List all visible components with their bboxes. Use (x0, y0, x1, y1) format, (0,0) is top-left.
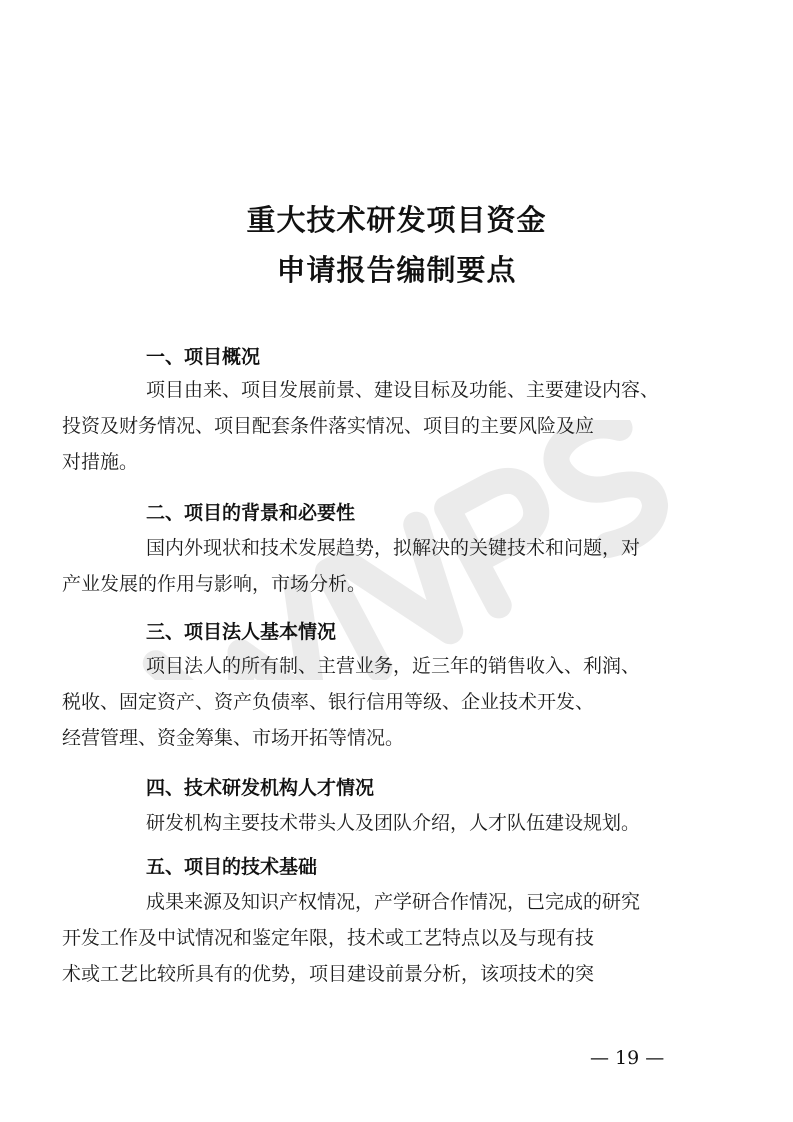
section-body-3 (62, 648, 694, 756)
section-body-4 (104, 805, 694, 841)
section-heading-2: 二、项目的背景和必要性 (146, 502, 356, 524)
section-1-line-2: 投资及财务情况、项目配套条件落实情况、项目的主要风险及应 (62, 415, 595, 437)
section-5-line-3: 术或工艺比较所具有的优势，项目建设前景分析，该项技术的突 (62, 963, 595, 985)
section-body-2 (62, 530, 694, 602)
section-2-line-2: 产业发展的作用与影响，市场分析。 (62, 573, 367, 595)
section-1-line-3: 对措施。 (62, 451, 139, 473)
section-2-line-1: 国内外现状和技术发展趋势，拟解决的关键技术和问题，对 (146, 537, 641, 559)
section-1-line-1: 项目由来、项目发展前景、建设目标及功能、主要建设内容、 (146, 379, 660, 401)
section-4-line-1: 研发机构主要技术带头人及团队介绍，人才队伍建设规划。 (146, 812, 641, 834)
section-3-line-1: 项目法人的所有制、主营业务，近三年的销售收入、利润、 (146, 655, 641, 677)
document-title-line-1: 重大技术研发项目资金 (246, 203, 547, 237)
page-number: — 19 — (590, 1047, 665, 1069)
section-3-line-3: 经营管理、资金筹集、市场开拓等情况。 (62, 727, 405, 749)
section-body-5 (62, 884, 694, 992)
section-3-line-2: 税收、固定资产、资产负债率、银行信用等级、企业技术开发、 (62, 691, 595, 713)
section-body-1 (62, 372, 694, 480)
section-heading-3: 三、项目法人基本情况 (146, 621, 337, 643)
document-title-line-2: 申请报告编制要点 (276, 253, 517, 287)
section-5-line-2: 开发工作及中试情况和鉴定年限，技术或工艺特点以及与现有技 (62, 927, 595, 949)
section-heading-5: 五、项目的技术基础 (146, 856, 318, 878)
section-heading-4: 四、技术研发机构人才情况 (146, 777, 375, 799)
section-5-line-1: 成果来源及知识产权情况，产学研合作情况，已完成的研究 (146, 891, 641, 913)
section-heading-1: 一、项目概况 (146, 346, 261, 368)
